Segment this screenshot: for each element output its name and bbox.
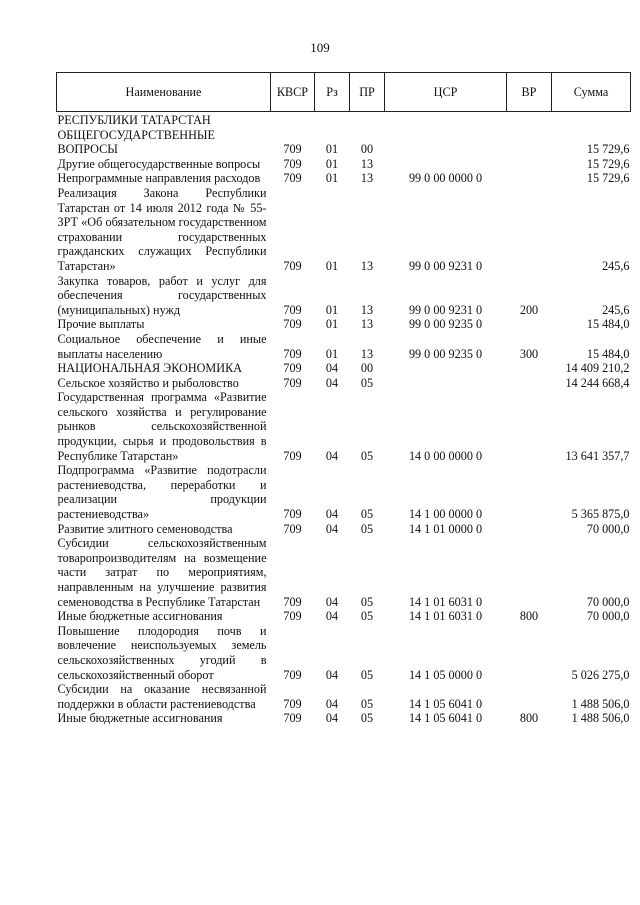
cell-pr: 05 [360, 667, 374, 682]
cell-name: Социальное обеспечение и иные выплаты населению [57, 331, 267, 361]
table-row [57, 186, 631, 274]
cell-vr: 200 [519, 302, 539, 317]
cell-pr: 13 [360, 302, 374, 317]
header-kvsr: КВСР [271, 73, 315, 112]
cell-csr: 99 0 00 0000 0 [408, 171, 483, 186]
cell-csr: 14 1 05 6041 0 [408, 711, 483, 726]
cell-csr [385, 112, 507, 128]
cell-rz: 01 [325, 317, 339, 332]
cell-rz: 01 [325, 156, 339, 171]
table-row [57, 171, 631, 186]
header-rz: Рз [315, 73, 350, 112]
cell-csr: 14 1 01 0000 0 [408, 521, 483, 536]
cell-rz: 04 [325, 696, 339, 711]
cell-sum: 70 000,0 [586, 594, 630, 609]
cell-kvsr: 709 [283, 521, 302, 536]
cell-pr: 13 [360, 258, 374, 273]
cell-csr: 14 1 00 0000 0 [408, 507, 483, 522]
cell-name: РЕСПУБЛИКИ ТАТАРСТАН [57, 113, 211, 127]
header-pr: ПР [350, 73, 385, 112]
cell-rz: 04 [325, 609, 339, 624]
cell-sum: 5 026 275,0 [571, 667, 630, 682]
cell-sum: 15 729,6 [586, 171, 630, 186]
header-name: Наименование [57, 73, 271, 112]
cell-name: Иные бюджетные ассигнования [57, 711, 223, 726]
cell-kvsr: 709 [283, 171, 302, 186]
cell-rz: 04 [325, 711, 339, 726]
cell-pr: 13 [360, 171, 374, 186]
cell-kvsr: 709 [283, 711, 302, 726]
table-row [57, 711, 631, 726]
cell-vr [507, 536, 552, 609]
cell-name: Субсидии на оказание несвязанной поддержки в области растениеводства [57, 682, 267, 711]
cell-name: Подпрограмма «Развитие подотрасли растениеводства, переработки и реализации продукции растениеводства» [57, 463, 267, 522]
cell-csr: 14 0 00 0000 0 [408, 448, 483, 463]
cell-csr: 14 1 01 6031 0 [408, 594, 483, 609]
cell-pr: 05 [360, 521, 374, 536]
table-row [57, 624, 631, 682]
cell-vr [507, 390, 552, 463]
cell-kvsr: 709 [283, 156, 302, 171]
cell-vr [507, 361, 552, 376]
cell-pr: 05 [360, 711, 374, 726]
cell-csr: 99 0 00 9235 0 [408, 317, 483, 332]
cell-csr: 14 1 05 6041 0 [408, 696, 483, 711]
cell-pr: 05 [360, 375, 374, 390]
cell-sum: 14 409 210,2 [565, 361, 630, 376]
cell-name: Реализация Закона Республики Татарстан от 14 июля 2012 года № 55-ЗРТ «Об обязательном государственном страховании государственных гражданских служащих Республики Татарстан» [57, 185, 267, 273]
cell-name: Закупка товаров, работ и услуг для обеспечения государственных (муниципальных) нужд [57, 273, 267, 317]
cell-kvsr: 709 [283, 317, 302, 332]
cell-vr [507, 317, 552, 332]
table-row [57, 361, 631, 376]
cell-pr: 13 [360, 156, 374, 171]
cell-csr: 99 0 00 9231 0 [408, 302, 483, 317]
cell-sum: 15 484,0 [586, 317, 630, 332]
cell-sum: 70 000,0 [586, 521, 630, 536]
cell-vr [507, 463, 552, 521]
cell-rz: 01 [325, 302, 339, 317]
cell-pr: 00 [360, 142, 374, 157]
cell-sum: 1 488 506,0 [571, 711, 630, 726]
cell-sum: 14 244 668,4 [565, 375, 630, 390]
cell-rz: 04 [325, 375, 339, 390]
cell-vr [507, 128, 552, 157]
cell-csr [385, 361, 507, 376]
cell-sum: 70 000,0 [586, 609, 630, 624]
cell-name: Повышение плодородия почв и вовлечение неиспользуемых земель сельскохозяйственных угодий в сельскохозяйственный оборот [57, 623, 267, 682]
header-csr: ЦСР [385, 73, 507, 112]
table-row [57, 609, 631, 624]
cell-kvsr: 709 [283, 507, 302, 522]
table-header [57, 73, 631, 112]
table-row [57, 376, 631, 391]
cell-vr [507, 171, 552, 186]
cell-csr [385, 128, 507, 157]
cell-vr: 300 [519, 346, 539, 361]
cell-pr: 05 [360, 696, 374, 711]
cell-name: Непрограммные направления расходов [57, 171, 261, 186]
cell-kvsr: 709 [283, 594, 302, 609]
cell-pr: 00 [360, 361, 374, 376]
cell-sum: 15 729,6 [586, 156, 630, 171]
cell-rz: 04 [325, 361, 339, 376]
cell-pr: 05 [360, 609, 374, 624]
cell-sum [552, 112, 631, 128]
cell-vr [507, 186, 552, 274]
cell-sum: 15 729,6 [586, 142, 630, 157]
table-row [57, 522, 631, 537]
cell-vr [507, 624, 552, 682]
table-body [57, 112, 631, 726]
cell-vr [507, 112, 552, 128]
cell-csr: 14 1 01 6031 0 [408, 609, 483, 624]
cell-kvsr: 709 [283, 667, 302, 682]
cell-kvsr [271, 112, 315, 128]
cell-vr [507, 682, 552, 711]
cell-rz: 04 [325, 507, 339, 522]
cell-name: Прочие выплаты [57, 317, 145, 332]
cell-rz: 01 [325, 258, 339, 273]
cell-vr: 800 [519, 609, 539, 624]
cell-kvsr: 709 [283, 346, 302, 361]
table-row [57, 317, 631, 332]
cell-csr: 14 1 05 0000 0 [408, 667, 483, 682]
cell-kvsr: 709 [283, 609, 302, 624]
cell-pr: 05 [360, 507, 374, 522]
table-row [57, 332, 631, 361]
cell-kvsr: 709 [283, 142, 302, 157]
table-row [57, 682, 631, 711]
cell-rz: 01 [325, 171, 339, 186]
cell-csr: 99 0 00 9231 0 [408, 258, 483, 273]
cell-name: Другие общегосударственные вопросы [57, 156, 261, 171]
cell-name: Государственная программа «Развитие сельского хозяйства и регулирование рынков сельскохозяйственной продукции, сырья и продовольствия в Республике Татарстан» [57, 390, 267, 463]
cell-rz: 04 [325, 594, 339, 609]
cell-sum: 15 484,0 [586, 346, 630, 361]
cell-rz: 01 [325, 142, 339, 157]
cell-vr [507, 376, 552, 391]
table-row [57, 157, 631, 172]
cell-sum: 13 641 357,7 [565, 448, 630, 463]
cell-rz: 04 [325, 448, 339, 463]
cell-vr [507, 522, 552, 537]
cell-pr: 05 [360, 448, 374, 463]
table-row [57, 274, 631, 318]
cell-kvsr: 709 [283, 302, 302, 317]
cell-kvsr: 709 [283, 375, 302, 390]
cell-rz [315, 112, 350, 128]
header-vr: ВР [507, 73, 552, 112]
cell-kvsr: 709 [283, 361, 302, 376]
cell-name: Иные бюджетные ассигнования [57, 609, 223, 624]
cell-rz: 01 [325, 346, 339, 361]
cell-sum: 245,6 [602, 302, 630, 317]
table-row [57, 128, 631, 157]
cell-sum: 245,6 [602, 258, 630, 273]
cell-pr: 13 [360, 317, 374, 332]
cell-vr: 800 [519, 711, 539, 726]
page-number: 109 [310, 40, 330, 55]
cell-name: НАЦИОНАЛЬНАЯ ЭКОНОМИКА [57, 361, 242, 376]
table-row [57, 536, 631, 609]
cell-csr [385, 157, 507, 172]
cell-csr [385, 376, 507, 391]
cell-kvsr: 709 [283, 696, 302, 711]
table-row [57, 112, 631, 128]
cell-name: ОБЩЕГОСУДАРСТВЕННЫЕ ВОПРОСЫ [57, 127, 215, 157]
cell-rz: 04 [325, 521, 339, 536]
header-sum: Сумма [552, 73, 631, 112]
cell-name: Сельское хозяйство и рыболовство [57, 375, 239, 390]
cell-pr [350, 112, 385, 128]
cell-vr [507, 157, 552, 172]
cell-kvsr: 709 [283, 258, 302, 273]
cell-pr: 05 [360, 594, 374, 609]
cell-pr: 13 [360, 346, 374, 361]
cell-name: Субсидии сельскохозяйственным товаропроизводителям на возмещение части затрат по мероприятиям, направленным на улучшение развития семеноводства в Республике Татарстан [57, 536, 267, 609]
cell-sum: 1 488 506,0 [571, 696, 630, 711]
cell-rz: 04 [325, 667, 339, 682]
table-row [57, 463, 631, 521]
table-row [57, 390, 631, 463]
cell-csr: 99 0 00 9235 0 [408, 346, 483, 361]
cell-kvsr: 709 [283, 448, 302, 463]
cell-name: Развитие элитного семеноводства [57, 521, 233, 536]
budget-table [56, 72, 631, 726]
cell-sum: 5 365 875,0 [571, 507, 630, 522]
